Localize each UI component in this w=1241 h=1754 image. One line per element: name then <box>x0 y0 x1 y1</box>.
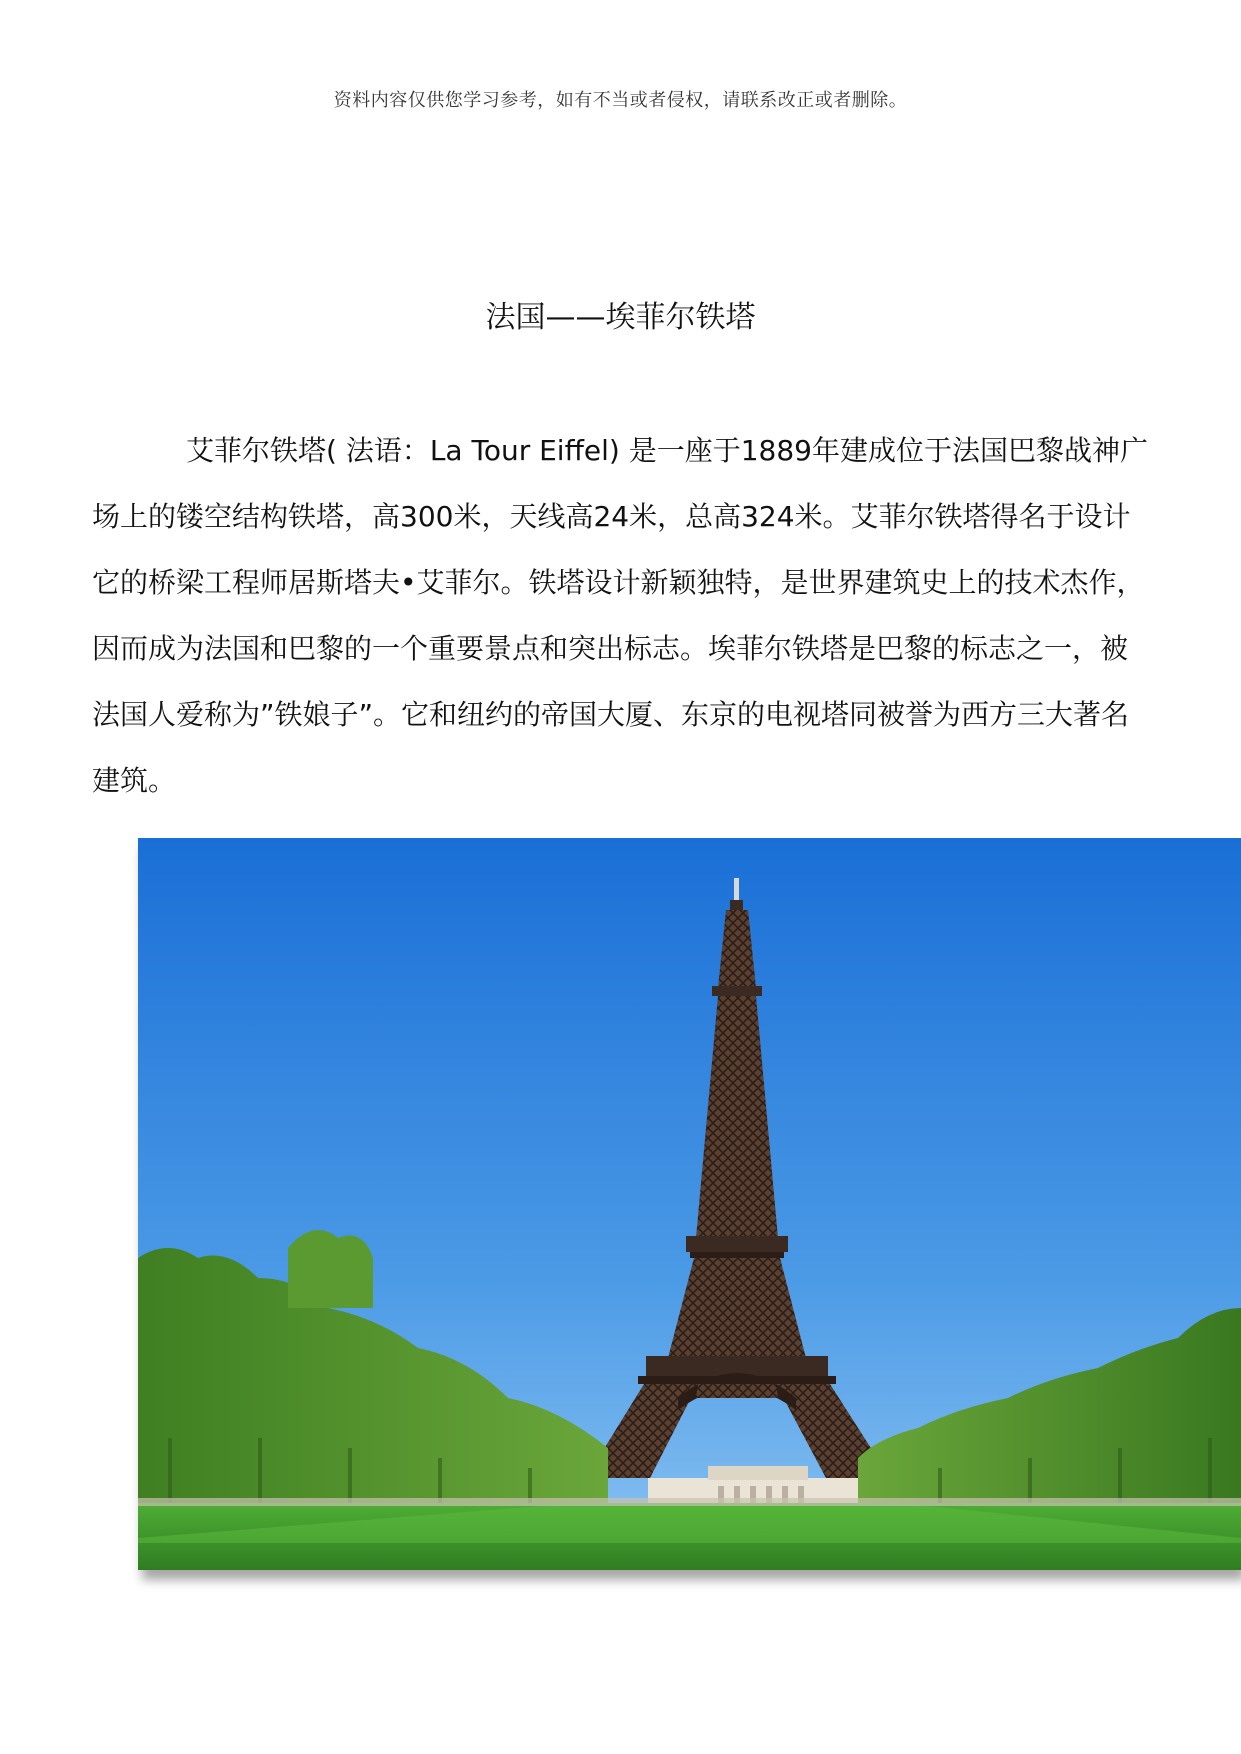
document-title: 法国——埃菲尔铁塔 <box>485 300 756 335</box>
eiffel-tower-photo <box>138 838 1241 1570</box>
body-paragraph: 艾菲尔铁塔( 法语：La Tour Eiffel) 是一座于1889年建成位于法国巴黎战神广场上的镂空结构铁塔，高300米，天线高24米，总高324米。艾菲尔铁塔得名于设计它的桥梁工程师居斯塔夫•艾菲尔。铁塔设计新颖独特，是世界建筑史上的技术杰作，因而成为法国和巴黎的一个重要景点和突出标志。埃菲尔铁塔是巴黎的标志之一，被法国人爱称为”铁娘子”。它和纽约的帝国大厦、东京的电视塔同被誉为西方三大著名建筑。 <box>92 434 1148 797</box>
copyright-notice: 资料内容仅供您学习参考，如有不当或者侵权，请联系改正或者删除。 <box>333 90 908 111</box>
